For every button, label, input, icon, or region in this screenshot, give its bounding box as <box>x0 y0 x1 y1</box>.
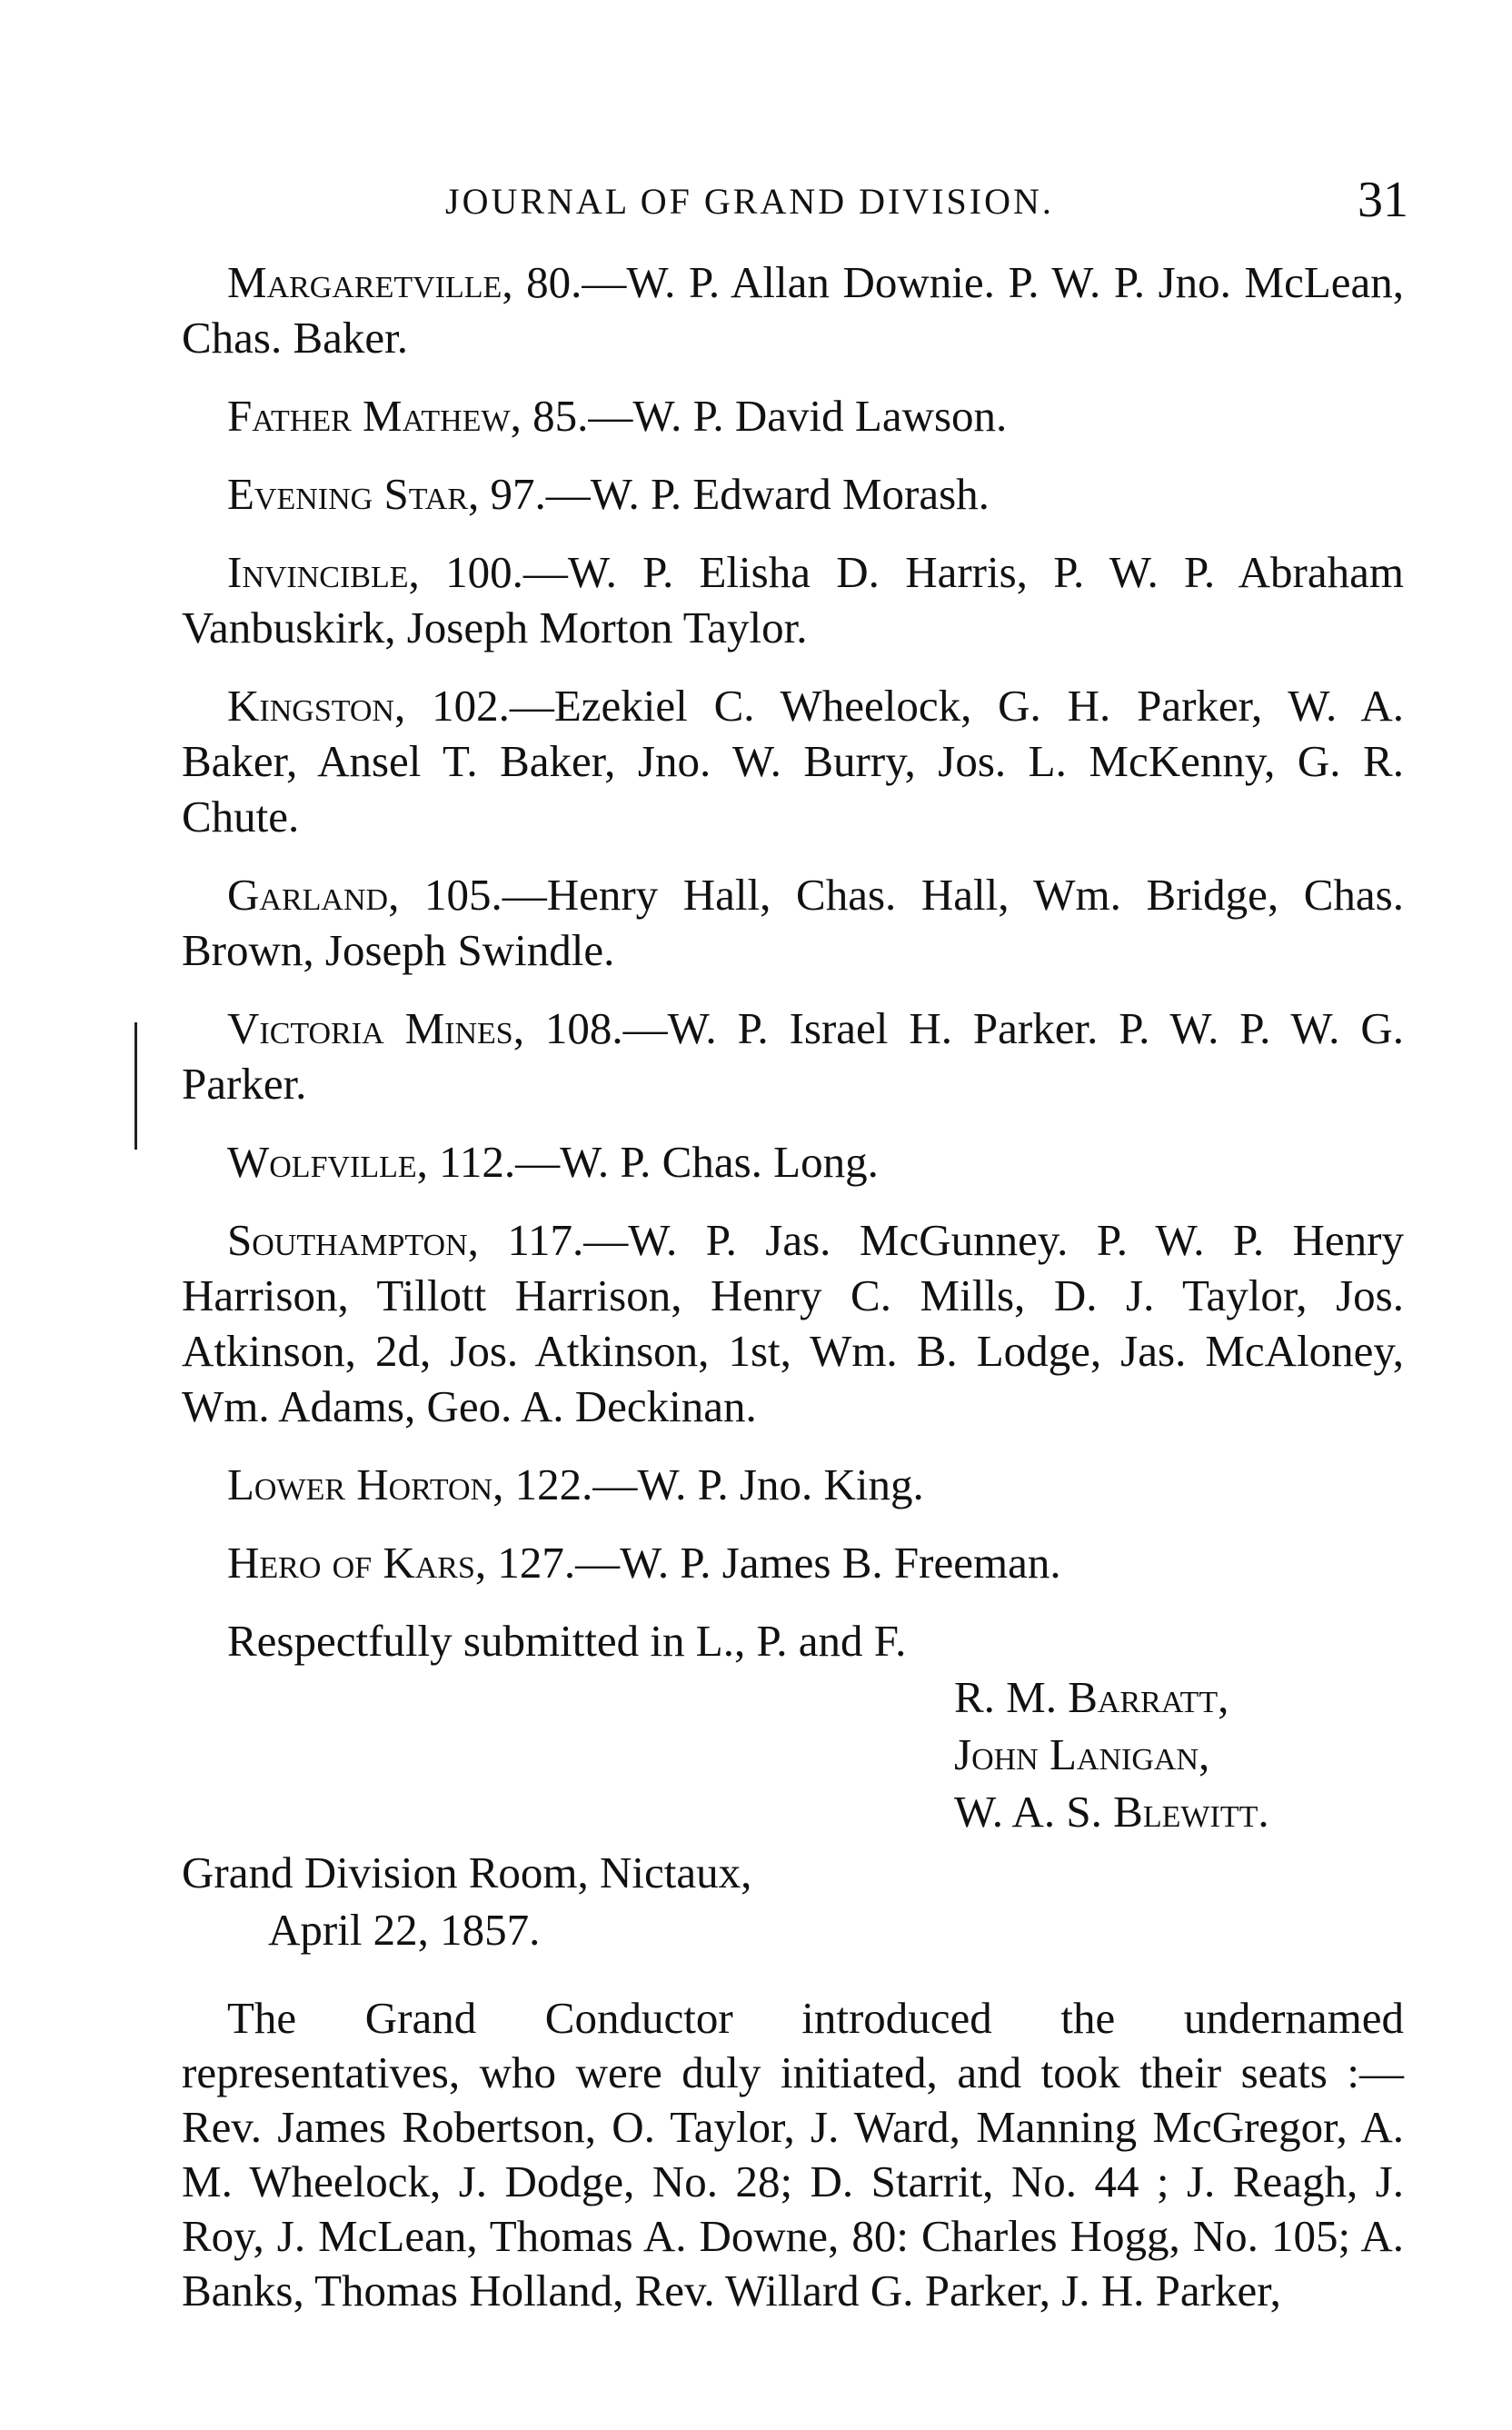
division-name: Invincible <box>227 547 409 597</box>
division-details: , 105.—Henry Hall, Chas. Hall, Wm. Bridge, Chas. Brown, Joseph Swindle. <box>182 870 1404 975</box>
closing-line: Respectfully submitted in L., P. and F. <box>227 1616 907 1666</box>
division-details: , 122.—W. P. Jno. King. <box>492 1459 924 1509</box>
division-details: , 85.—W. P. David Lawson. <box>510 391 1008 441</box>
division-name: Kingston <box>227 681 394 731</box>
division-details: , 127.—W. P. James B. Freeman. <box>474 1538 1061 1588</box>
division-name: Southampton <box>227 1215 468 1265</box>
division-entry-victoria-mines <box>182 1001 1404 1111</box>
body-paragraph: The Grand Conductor introduced the undernamed representatives, who were duly initiated, and took their seats :—Rev. James Robertson, O. Taylor, J. Ward, Manning McGregor, A. M. Wheelock, J. Dodge, No. 28; D. Starrit, No. 44 ; J. Reagh, J. Roy, J. McLean, Thomas A. Downe, 80: Charles Hogg, No. 105; A. Banks, Thomas Holland, Rev. Willard G. Parker, J. H. Parker, <box>182 1993 1404 2315</box>
division-details: , 117.—W. P. Jas. McGunney. P. W. P. Henry Harrison, Tillott Harrison, Henry C. Mills, D. J. Taylor, Jos. Atkinson, 2d, Jos. Atkinson, 1st, Wm. B. Lodge, Jas. McAloney, Wm. Adams, Geo. A. Deckinan. <box>182 1215 1404 1431</box>
page-number: 31 <box>1358 172 1408 228</box>
division-name: Margaretville <box>227 257 502 307</box>
division-details: , 112.—W. P. Chas. Long. <box>416 1137 879 1187</box>
division-entry-invincible <box>182 544 1404 655</box>
division-name: Garland <box>227 870 389 920</box>
division-details: , 97.—W. P. Edward Morash. <box>468 469 990 519</box>
signature: W. A. S. Blewitt. <box>954 1787 1269 1837</box>
division-name: Victoria Mines <box>227 1003 513 1053</box>
margin-mark <box>134 1022 137 1150</box>
division-details: , 100.—W. P. Elisha D. Harris, P. W. P. Abraham Vanbuskirk, Joseph Morton Taylor. <box>182 547 1404 652</box>
division-entry-margaretville <box>182 254 1404 365</box>
division-entry-garland <box>182 867 1404 978</box>
dateline <box>182 1844 1404 1958</box>
division-entry-wolfville <box>182 1134 1404 1190</box>
division-entry-kingston <box>182 678 1404 844</box>
division-name: Hero of Kars <box>227 1538 475 1588</box>
dateline-place: Grand Division Room, Nictaux, <box>182 1847 752 1897</box>
signature: John Lanigan, <box>954 1729 1210 1779</box>
dateline-date: April 22, 1857. <box>268 1905 541 1955</box>
division-name: Lower Horton <box>227 1459 493 1509</box>
division-details: , 108.—W. P. Israel H. Parker. P. W. P. W. G. Parker. <box>182 1003 1404 1109</box>
division-name: Wolfville <box>227 1137 417 1187</box>
division-entry-father-mathew <box>182 388 1404 443</box>
division-name: Father Mathew <box>227 391 511 441</box>
division-details: , 80.—W. P. Allan Downie. P. W. P. Jno. McLean, Chas. Baker. <box>182 257 1404 363</box>
division-entry-hero-of-kars <box>182 1535 1404 1590</box>
signature: R. M. Barratt, <box>954 1672 1229 1722</box>
division-entry-lower-horton <box>182 1457 1404 1512</box>
running-head: JOURNAL OF GRAND DIVISION. <box>445 181 1054 222</box>
division-details: , 102.—Ezekiel C. Wheelock, G. H. Parker, W. A. Baker, Ansel T. Baker, Jno. W. Burry, Jos. L. McKenny, G. R. Chute. <box>182 681 1404 842</box>
division-entry-evening-star <box>182 466 1404 522</box>
signature-block <box>954 1668 1404 1840</box>
page-body <box>182 254 1404 2318</box>
division-name: Evening Star <box>227 469 469 519</box>
division-entry-southampton <box>182 1212 1404 1434</box>
page-header <box>182 171 1408 228</box>
